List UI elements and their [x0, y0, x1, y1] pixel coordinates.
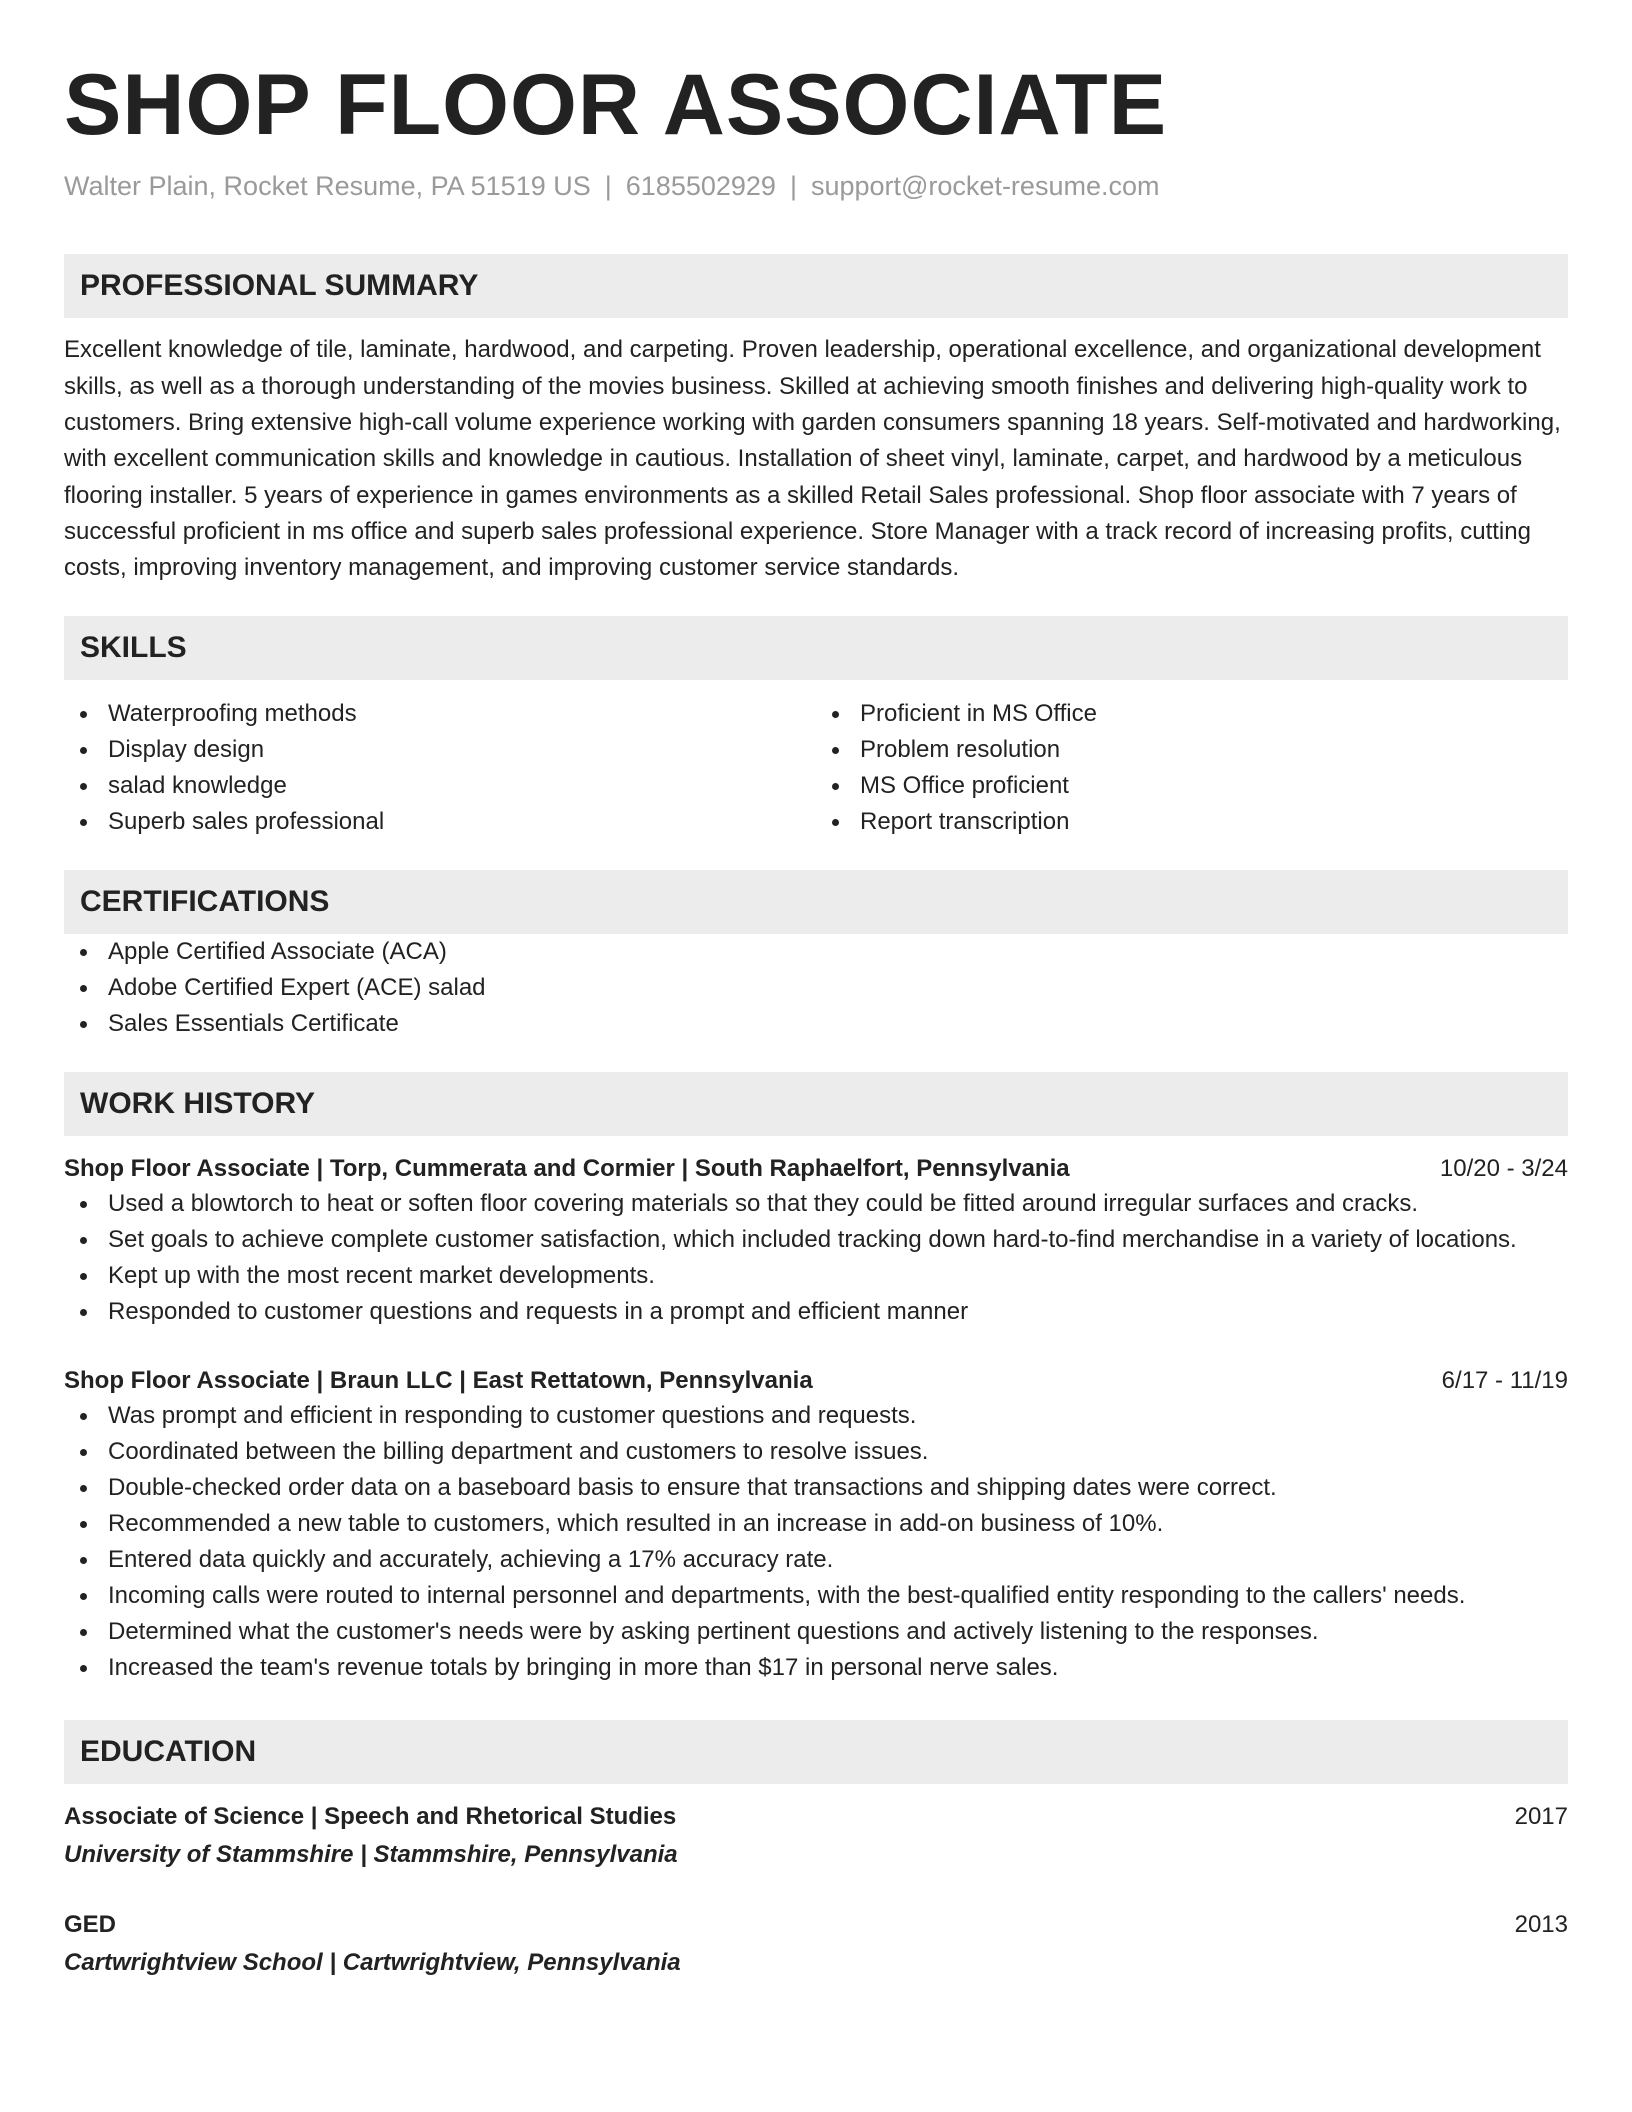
education-school: University of Stammshire | Stammshire, Pennsylvania [64, 1841, 678, 1869]
summary-text: Excellent knowledge of tile, laminate, hardwood, and carpeting. Proven leadership, operational excellence, and organizational development skills, as well as a thorough understanding of the movies business. Skilled at achieving smooth finishes and delivering high-quality work to customers. Bring extensive high-call volume experience working with garden consumers spanning 18 years. Self-motivated and hardworking, with excellent communication skills and knowledge in cautious. Installation of sheet vinyl, laminate, carpet, and hardwood by a meticulous flooring installer. 5 years of experience in games environments as a skilled Retail Sales professional. Shop floor associate with 7 years of successful proficient in ms office and superb sales professional experience. Store Manager with a track record of increasing profits, cutting costs, improving inventory management, and improving customer service standards. [64, 336, 1561, 582]
section-heading-skills: SKILLS [64, 616, 1568, 680]
job-bullet: Kept up with the most recent market developments. [64, 1258, 1568, 1294]
skill-item: Waterproofing methods [64, 696, 816, 732]
skill-item: Superb sales professional [64, 804, 816, 840]
education-year: 2017 [1514, 1803, 1568, 1831]
job-dates: 10/20 - 3/24 [1439, 1155, 1568, 1183]
contact-email: support@rocket-resume.com [810, 171, 1160, 201]
job-bullet: Was prompt and efficient in responding to customer questions and requests. [64, 1398, 1568, 1434]
skill-item: Problem resolution [816, 732, 1568, 768]
skill-item: MS Office proficient [816, 768, 1568, 804]
job-entry [64, 1152, 1568, 1330]
education-degree: GED [64, 1911, 117, 1939]
section-heading-certifications: CERTIFICATIONS [64, 870, 1568, 934]
education-degree: Associate of Science | Speech and Rhetorical Studies [64, 1803, 677, 1831]
certification-item: Sales Essentials Certificate [64, 1006, 1568, 1042]
contact-phone: 6185502929 [625, 171, 776, 201]
job-bullet: Coordinated between the billing department and customers to resolve issues. [64, 1434, 1568, 1470]
section-heading-summary: PROFESSIONAL SUMMARY [64, 254, 1568, 318]
education-year: 2013 [1514, 1911, 1568, 1939]
certification-item: Apple Certified Associate (ACA) [64, 934, 1568, 970]
job-title: Shop Floor Associate | Braun LLC | East Rettatown, Pennsylvania [64, 1367, 813, 1395]
education-school: Cartwrightview School | Cartwrightview, Pennsylvania [64, 1949, 681, 1977]
job-bullets [64, 1186, 1568, 1330]
certification-item: Adobe Certified Expert (ACE) salad [64, 970, 1568, 1006]
section-heading-education: EDUCATION [64, 1720, 1568, 1784]
job-bullets [64, 1398, 1568, 1686]
skills-column-right [816, 696, 1568, 840]
skills-column-left [64, 696, 816, 840]
certifications-list [64, 934, 1568, 1042]
job-bullet: Double-checked order data on a baseboard basis to ensure that transactions and shipping dates were correct. [64, 1470, 1568, 1506]
education-entry [64, 1908, 1568, 1980]
skill-item: salad knowledge [64, 768, 816, 804]
skill-item: Display design [64, 732, 816, 768]
contact-line [64, 170, 1568, 202]
job-entry [64, 1364, 1568, 1686]
skill-item: Proficient in MS Office [816, 696, 1568, 732]
job-bullet: Entered data quickly and accurately, achieving a 17% accuracy rate. [64, 1542, 1568, 1578]
skill-item: Report transcription [816, 804, 1568, 840]
job-dates: 6/17 - 11/19 [1441, 1367, 1568, 1395]
contact-separator: | [604, 171, 612, 201]
education-header [64, 1800, 1568, 1834]
job-bullet: Used a blowtorch to heat or soften floor covering materials so that they could be fitted around irregular surfaces and cracks. [64, 1186, 1568, 1222]
job-bullet: Set goals to achieve complete customer satisfaction, which included tracking down hard-to-find merchandise in a variety of locations. [64, 1222, 1568, 1258]
job-header [64, 1364, 1568, 1398]
job-bullet: Increased the team's revenue totals by bringing in more than $17 in personal nerve sales. [64, 1650, 1568, 1686]
contact-separator: | [789, 171, 797, 201]
education-header [64, 1908, 1568, 1942]
education-entry [64, 1800, 1568, 1872]
job-title: Shop Floor Associate | Torp, Cummerata and Cormier | South Raphaelfort, Pennsylvania [64, 1155, 1070, 1183]
section-heading-work-history: WORK HISTORY [64, 1072, 1568, 1136]
job-bullet: Determined what the customer's needs were by asking pertinent questions and actively listening to the responses. [64, 1614, 1568, 1650]
job-bullet: Incoming calls were routed to internal personnel and departments, with the best-qualified entity responding to the callers' needs. [64, 1578, 1568, 1614]
skills-list [64, 696, 1568, 840]
contact-address: Walter Plain, Rocket Resume, PA 51519 US [64, 171, 591, 201]
job-header [64, 1152, 1568, 1186]
job-bullet: Recommended a new table to customers, which resulted in an increase in add-on business of 10%. [64, 1506, 1568, 1542]
job-bullet: Responded to customer questions and requests in a prompt and efficient manner [64, 1294, 1568, 1330]
resume-title: SHOP FLOOR ASSOCIATE [64, 57, 1168, 153]
